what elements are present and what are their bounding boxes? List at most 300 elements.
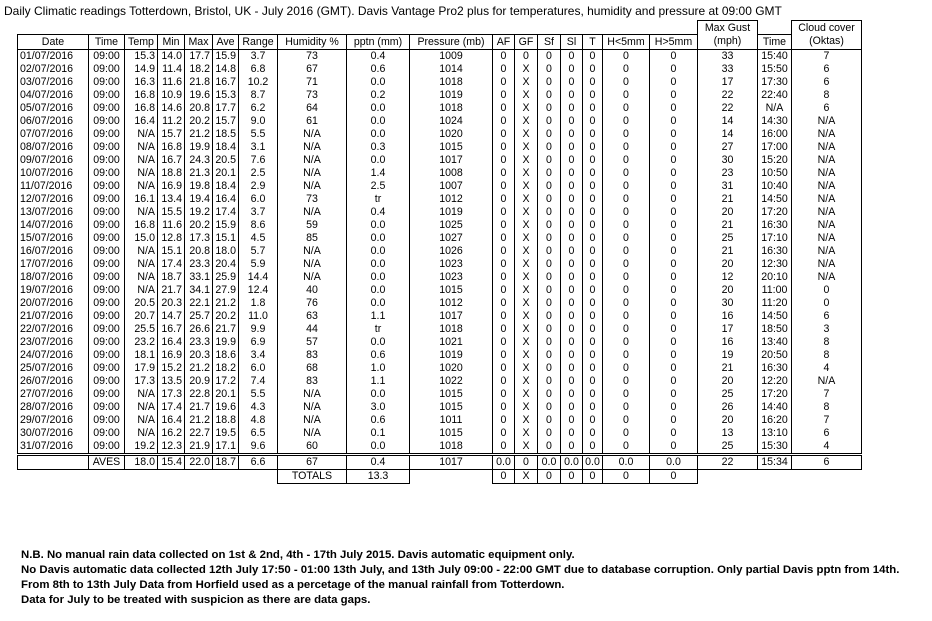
cell-t: 0 [583, 297, 603, 310]
cell-max-gust: 20 [698, 206, 758, 219]
cell-h-lt5: 0 [603, 323, 650, 336]
note-1: N.B. No manual rain data collected on 1st & 2nd, 4th - 17th July 2015. Davis automatic equipment only. [21, 549, 575, 561]
cell-ave: 20.4 [213, 258, 239, 271]
cell-pressure: 1017 [410, 310, 493, 323]
cell-af: 0 [493, 440, 515, 455]
cell-t: 0 [583, 219, 603, 232]
cell-humidity: 63 [278, 310, 347, 323]
cell-max: 23.3 [185, 336, 213, 349]
cell-min: 17.3 [158, 388, 185, 401]
cell-range: 14.4 [239, 271, 278, 284]
cell-humidity: 83 [278, 349, 347, 362]
cell-pressure: 1018 [410, 440, 493, 455]
ave-pptn: 0.4 [347, 454, 410, 469]
cell-sl: 0 [561, 401, 583, 414]
cell-gust-time: 18:50 [758, 323, 792, 336]
cell-range: 5.5 [239, 388, 278, 401]
table-row [18, 440, 862, 455]
cell-t: 0 [583, 310, 603, 323]
table-row [18, 362, 862, 375]
cell-ave: 19.6 [213, 401, 239, 414]
ave-af: 0.0 [493, 454, 515, 469]
cell-h-lt5: 0 [603, 49, 650, 63]
cell-time: 09:00 [89, 414, 125, 427]
header-t: T [583, 34, 603, 49]
cell-t: 0 [583, 427, 603, 440]
cell-max-gust: 14 [698, 128, 758, 141]
cell-max-gust: 27 [698, 141, 758, 154]
cell-min: 16.4 [158, 414, 185, 427]
table-row [18, 76, 862, 89]
cell-humidity: 67 [278, 63, 347, 76]
averages-blank [18, 454, 89, 469]
cell-gust-time: 16:20 [758, 414, 792, 427]
cell-pressure: 1026 [410, 245, 493, 258]
cell-min: 16.2 [158, 427, 185, 440]
cell-h-gt5: 0 [650, 128, 698, 141]
totals-h-lt5: 0 [603, 469, 650, 483]
cell-h-gt5: 0 [650, 180, 698, 193]
cell-af: 0 [493, 193, 515, 206]
cell-gf: X [515, 102, 538, 115]
cell-h-gt5: 0 [650, 258, 698, 271]
cell-gust-time: 13:10 [758, 427, 792, 440]
cell-sf: 0 [538, 49, 561, 63]
page-title: Daily Climatic readings Totterdown, Bristol, UK - July 2016 (GMT). Davis Vantage Pro2 plus for temperatures, humidity and pressure at 09:00 GMT [4, 4, 782, 18]
cell-date: 27/07/2016 [18, 388, 89, 401]
cell-gust-time: 20:50 [758, 349, 792, 362]
cell-cloud-cover: 7 [792, 388, 862, 401]
cell-max: 19.8 [185, 180, 213, 193]
totals-label: TOTALS [278, 469, 347, 483]
totals-row [18, 469, 862, 483]
cell-ave: 18.4 [213, 180, 239, 193]
cell-pressure: 1015 [410, 141, 493, 154]
cell-sl: 0 [561, 297, 583, 310]
cell-h-lt5: 0 [603, 284, 650, 297]
cell-humidity: N/A [278, 206, 347, 219]
cell-ave: 18.8 [213, 414, 239, 427]
cell-pressure: 1015 [410, 284, 493, 297]
cell-humidity: N/A [278, 180, 347, 193]
cell-date: 15/07/2016 [18, 232, 89, 245]
cell-sl: 0 [561, 219, 583, 232]
cell-sl: 0 [561, 180, 583, 193]
cell-ave: 19.9 [213, 336, 239, 349]
cell-max: 20.2 [185, 219, 213, 232]
cell-range: 6.5 [239, 427, 278, 440]
ave-temp: 18.0 [125, 454, 158, 469]
cell-af: 0 [493, 63, 515, 76]
cell-af: 0 [493, 349, 515, 362]
cell-sl: 0 [561, 154, 583, 167]
cell-pptn: 0.0 [347, 154, 410, 167]
cell-h-gt5: 0 [650, 271, 698, 284]
cell-t: 0 [583, 362, 603, 375]
cell-sf: 0 [538, 167, 561, 180]
cell-min: 11.6 [158, 219, 185, 232]
cell-sl: 0 [561, 349, 583, 362]
cell-cloud-cover: 4 [792, 440, 862, 455]
cell-h-gt5: 0 [650, 375, 698, 388]
cell-max: 20.9 [185, 375, 213, 388]
cell-gust-time: 12:30 [758, 258, 792, 271]
cell-max: 22.8 [185, 388, 213, 401]
cell-t: 0 [583, 375, 603, 388]
cell-cloud-cover: 6 [792, 102, 862, 115]
cell-gf: X [515, 388, 538, 401]
cell-h-lt5: 0 [603, 89, 650, 102]
cell-ave: 18.2 [213, 362, 239, 375]
cell-ave: 16.7 [213, 76, 239, 89]
ave-cloud-cover: 6 [792, 454, 862, 469]
cell-humidity: 40 [278, 284, 347, 297]
cell-range: 10.2 [239, 76, 278, 89]
cell-humidity: 73 [278, 193, 347, 206]
cell-max-gust: 25 [698, 440, 758, 455]
cell-sl: 0 [561, 76, 583, 89]
cell-min: 13.4 [158, 193, 185, 206]
note-4: Data for July to be treated with suspicion as there are data gaps. [21, 594, 371, 606]
cell-min: 16.7 [158, 154, 185, 167]
cell-cloud-cover: N/A [792, 245, 862, 258]
cell-cloud-cover: 7 [792, 414, 862, 427]
cell-af: 0 [493, 323, 515, 336]
cell-min: 14.7 [158, 310, 185, 323]
max-gust-header: Max Gust [698, 21, 758, 35]
cell-range: 6.0 [239, 362, 278, 375]
cell-date: 03/07/2016 [18, 76, 89, 89]
header-top-row [18, 21, 862, 35]
ave-h-lt5: 0.0 [603, 454, 650, 469]
cell-date: 12/07/2016 [18, 193, 89, 206]
cell-gust-time: 14:30 [758, 115, 792, 128]
cell-t: 0 [583, 245, 603, 258]
cell-gf: X [515, 76, 538, 89]
cell-min: 11.6 [158, 76, 185, 89]
cell-time: 09:00 [89, 401, 125, 414]
cell-date: 23/07/2016 [18, 336, 89, 349]
cloud-cover-unit: (Oktas) [792, 34, 862, 49]
cell-t: 0 [583, 401, 603, 414]
cell-h-gt5: 0 [650, 154, 698, 167]
cell-time: 09:00 [89, 427, 125, 440]
cell-sf: 0 [538, 206, 561, 219]
cell-sl: 0 [561, 284, 583, 297]
cell-humidity: 44 [278, 323, 347, 336]
cell-pressure: 1020 [410, 362, 493, 375]
cell-max: 20.8 [185, 245, 213, 258]
cell-t: 0 [583, 63, 603, 76]
table-row [18, 49, 862, 63]
cell-pptn: 0.6 [347, 63, 410, 76]
cell-sf: 0 [538, 89, 561, 102]
cell-t: 0 [583, 76, 603, 89]
cell-pressure: 1020 [410, 128, 493, 141]
table-row [18, 193, 862, 206]
cell-time: 09:00 [89, 271, 125, 284]
cell-range: 2.5 [239, 167, 278, 180]
cell-gust-time: 14:40 [758, 401, 792, 414]
cell-pressure: 1019 [410, 349, 493, 362]
cell-min: 11.4 [158, 63, 185, 76]
cell-max: 22.1 [185, 297, 213, 310]
cell-pressure: 1018 [410, 323, 493, 336]
cell-range: 9.0 [239, 115, 278, 128]
cell-ave: 16.4 [213, 193, 239, 206]
cell-ave: 17.2 [213, 375, 239, 388]
cell-gf: X [515, 180, 538, 193]
cell-min: 17.4 [158, 258, 185, 271]
table-row [18, 284, 862, 297]
cell-temp: N/A [125, 414, 158, 427]
header-max: Max [185, 34, 213, 49]
cell-temp: 16.8 [125, 102, 158, 115]
cell-range: 12.4 [239, 284, 278, 297]
cell-af: 0 [493, 427, 515, 440]
cell-sl: 0 [561, 362, 583, 375]
cell-humidity: N/A [278, 258, 347, 271]
cell-h-lt5: 0 [603, 206, 650, 219]
cell-pressure: 1023 [410, 258, 493, 271]
cell-gust-time: 12:20 [758, 375, 792, 388]
cell-gf: X [515, 427, 538, 440]
header-sf: Sf [538, 34, 561, 49]
cell-gf: X [515, 349, 538, 362]
cell-humidity: 61 [278, 115, 347, 128]
cell-sl: 0 [561, 102, 583, 115]
cell-gust-time: 17:20 [758, 388, 792, 401]
cell-h-lt5: 0 [603, 193, 650, 206]
cell-time: 09:00 [89, 102, 125, 115]
table-row [18, 297, 862, 310]
cell-max: 22.7 [185, 427, 213, 440]
cell-h-gt5: 0 [650, 440, 698, 455]
cell-h-lt5: 0 [603, 115, 650, 128]
cell-range: 6.8 [239, 63, 278, 76]
header-date: Date [18, 34, 89, 49]
cell-gf: X [515, 401, 538, 414]
cell-pptn: 0.0 [347, 336, 410, 349]
cell-cloud-cover: 8 [792, 336, 862, 349]
cell-date: 31/07/2016 [18, 440, 89, 455]
cell-h-gt5: 0 [650, 115, 698, 128]
cell-h-lt5: 0 [603, 297, 650, 310]
header-humidity: Humidity % [278, 34, 347, 49]
cell-gf: 0 [515, 49, 538, 63]
header-h-gt5: H>5mm [650, 34, 698, 49]
cell-gf: X [515, 271, 538, 284]
cell-gust-time: 14:50 [758, 310, 792, 323]
cell-time: 09:00 [89, 63, 125, 76]
cell-time: 09:00 [89, 323, 125, 336]
cell-af: 0 [493, 284, 515, 297]
cell-max-gust: 21 [698, 245, 758, 258]
cell-sf: 0 [538, 258, 561, 271]
cell-h-gt5: 0 [650, 427, 698, 440]
cell-sf: 0 [538, 63, 561, 76]
cell-h-lt5: 0 [603, 388, 650, 401]
cell-min: 15.7 [158, 128, 185, 141]
table-row [18, 128, 862, 141]
cell-pptn: 0.0 [347, 76, 410, 89]
cell-t: 0 [583, 232, 603, 245]
cell-sf: 0 [538, 388, 561, 401]
cell-date: 29/07/2016 [18, 414, 89, 427]
cell-gf: X [515, 323, 538, 336]
cell-pressure: 1012 [410, 297, 493, 310]
totals-af: 0 [493, 469, 515, 483]
cell-sf: 0 [538, 271, 561, 284]
cell-af: 0 [493, 271, 515, 284]
cell-sl: 0 [561, 271, 583, 284]
cell-max: 33.1 [185, 271, 213, 284]
table-row [18, 232, 862, 245]
cell-h-gt5: 0 [650, 141, 698, 154]
header-pressure: Pressure (mb) [410, 34, 493, 49]
cell-temp: 16.8 [125, 219, 158, 232]
cell-temp: 16.3 [125, 76, 158, 89]
table-row [18, 401, 862, 414]
header-min: Min [158, 34, 185, 49]
cell-max: 19.6 [185, 89, 213, 102]
cell-max-gust: 21 [698, 362, 758, 375]
cell-max-gust: 31 [698, 180, 758, 193]
cell-min: 20.3 [158, 297, 185, 310]
cell-h-gt5: 0 [650, 102, 698, 115]
header-range: Range [239, 34, 278, 49]
table-row [18, 271, 862, 284]
cell-range: 4.8 [239, 414, 278, 427]
ave-gf: 0 [515, 454, 538, 469]
cell-sf: 0 [538, 219, 561, 232]
cell-date: 24/07/2016 [18, 349, 89, 362]
cell-max: 20.2 [185, 115, 213, 128]
cell-date: 19/07/2016 [18, 284, 89, 297]
cell-max-gust: 33 [698, 49, 758, 63]
cell-ave: 15.3 [213, 89, 239, 102]
cell-ave: 21.2 [213, 297, 239, 310]
cell-pressure: 1009 [410, 49, 493, 63]
cell-gf: X [515, 414, 538, 427]
cell-temp: N/A [125, 180, 158, 193]
cell-cloud-cover: N/A [792, 167, 862, 180]
cell-temp: N/A [125, 388, 158, 401]
cell-af: 0 [493, 297, 515, 310]
cell-pptn: 0.0 [347, 232, 410, 245]
cell-gf: X [515, 245, 538, 258]
cell-max-gust: 21 [698, 193, 758, 206]
cell-gf: X [515, 375, 538, 388]
cell-temp: 14.9 [125, 63, 158, 76]
cell-pressure: 1019 [410, 206, 493, 219]
cell-t: 0 [583, 128, 603, 141]
cell-cloud-cover: N/A [792, 271, 862, 284]
cell-sl: 0 [561, 193, 583, 206]
cell-h-lt5: 0 [603, 362, 650, 375]
cell-pressure: 1015 [410, 401, 493, 414]
cell-sl: 0 [561, 89, 583, 102]
cell-t: 0 [583, 271, 603, 284]
notes [21, 548, 899, 608]
cell-pptn: 0.6 [347, 414, 410, 427]
cell-max-gust: 12 [698, 271, 758, 284]
cell-date: 26/07/2016 [18, 375, 89, 388]
cell-max-gust: 23 [698, 167, 758, 180]
header-sl: Sl [561, 34, 583, 49]
totals-h-gt5: 0 [650, 469, 698, 483]
cell-humidity: 59 [278, 219, 347, 232]
cell-gf: X [515, 336, 538, 349]
cell-gf: X [515, 128, 538, 141]
cell-max-gust: 25 [698, 388, 758, 401]
cell-cloud-cover: 6 [792, 427, 862, 440]
cell-pptn: 1.4 [347, 167, 410, 180]
header-af: AF [493, 34, 515, 49]
cell-temp: 23.2 [125, 336, 158, 349]
cell-date: 22/07/2016 [18, 323, 89, 336]
table-row [18, 115, 862, 128]
cell-min: 17.4 [158, 401, 185, 414]
cell-h-gt5: 0 [650, 193, 698, 206]
cell-sf: 0 [538, 141, 561, 154]
cell-ave: 17.1 [213, 440, 239, 455]
cell-h-lt5: 0 [603, 414, 650, 427]
cell-cloud-cover: N/A [792, 180, 862, 193]
cell-date: 13/07/2016 [18, 206, 89, 219]
cell-max-gust: 33 [698, 63, 758, 76]
cell-temp: N/A [125, 245, 158, 258]
cell-time: 09:00 [89, 440, 125, 455]
cell-range: 5.5 [239, 128, 278, 141]
cell-min: 10.9 [158, 89, 185, 102]
cell-h-lt5: 0 [603, 167, 650, 180]
cell-t: 0 [583, 167, 603, 180]
cell-time: 09:00 [89, 128, 125, 141]
cell-temp: N/A [125, 271, 158, 284]
cell-t: 0 [583, 336, 603, 349]
ave-max-gust: 22 [698, 454, 758, 469]
cell-date: 16/07/2016 [18, 245, 89, 258]
cell-gust-time: 15:20 [758, 154, 792, 167]
cell-h-gt5: 0 [650, 63, 698, 76]
cell-humidity: N/A [278, 128, 347, 141]
cell-h-lt5: 0 [603, 128, 650, 141]
cell-time: 09:00 [89, 180, 125, 193]
totals-gf: X [515, 469, 538, 483]
cell-humidity: 85 [278, 232, 347, 245]
cell-ave: 19.5 [213, 427, 239, 440]
cell-sf: 0 [538, 102, 561, 115]
cell-af: 0 [493, 362, 515, 375]
cell-range: 7.6 [239, 154, 278, 167]
cell-ave: 18.6 [213, 349, 239, 362]
cell-pptn: 0.0 [347, 219, 410, 232]
cell-cloud-cover: N/A [792, 128, 862, 141]
cell-temp: 15.3 [125, 49, 158, 63]
cell-gust-time: 15:30 [758, 440, 792, 455]
cell-min: 18.7 [158, 271, 185, 284]
ave-sl: 0.0 [561, 454, 583, 469]
cell-sf: 0 [538, 310, 561, 323]
table-row [18, 245, 862, 258]
cell-humidity: N/A [278, 414, 347, 427]
cell-humidity: 64 [278, 102, 347, 115]
cell-af: 0 [493, 141, 515, 154]
cell-h-lt5: 0 [603, 440, 650, 455]
cell-sf: 0 [538, 154, 561, 167]
cell-h-lt5: 0 [603, 310, 650, 323]
